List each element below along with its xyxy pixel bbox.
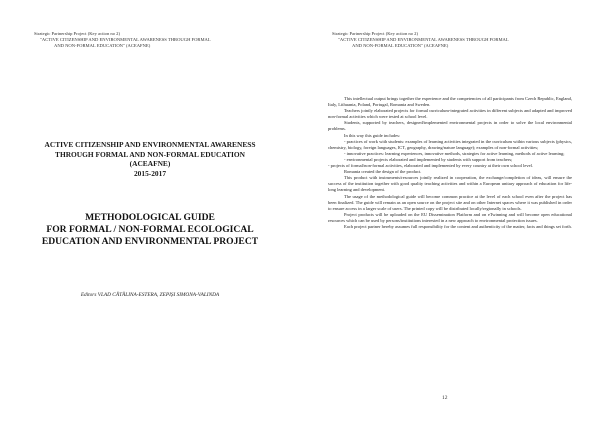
- page-header: [34, 31, 264, 49]
- header-line: Strategic Partnership Project (Key action no 2): [332, 31, 418, 36]
- paragraph: This product with instruments/resources jointly realized in cooperation, the exchange/completion of ideas, will ensure the success of the institution together with good quality teaching activities and within a European unitary approach of education for life-long learning and development.: [328, 175, 572, 193]
- list-item: - innovative practices: learning experiences, innovative methods, strategies for active learning, methods of active learning;: [344, 150, 565, 156]
- paragraph: The usage of the methodological guide will become common practice at the level of each school even after the project has been finalized. The guide will remain as an open source on the project site and on other Internet spaces where it was published in order to ensure access in a larger scale of users. The printed copy will be distributed locally/regionally in schools.: [328, 193, 572, 211]
- guide-title: [18, 212, 282, 248]
- paragraph: This intellectual output brings together the experience and the competencies of all participants from Czech Republic, England, Italy, Lithuania, Poland, Portugal, Romania and Sweden.: [328, 96, 572, 108]
- paragraph: Teachers jointly elaborated projects for formal curriculum-integrated activities in different subjects and adapted and improved non-formal activities which were tested at school level.: [328, 108, 572, 120]
- header-line: Strategic Partnership Project (Key action no 2): [34, 31, 120, 36]
- right-page: [300, 0, 600, 424]
- project-years: 2015-2017: [133, 168, 167, 178]
- paragraph: Each project partner hereby assumes full responsibility for the content and authenticity of the matter, facts and things set forth.: [344, 223, 572, 229]
- body-text: [328, 96, 572, 230]
- paragraph: Project products will be uploaded on the EU Dissemination Platform and on eTwinning and will become open educational resources which can be used by persons/institutions interested in a new approach to environmental protection issues.: [328, 211, 572, 223]
- guide-title-line: FOR FORMAL / NON-FORMAL ECOLOGICAL: [46, 224, 254, 235]
- list-item: - practices of work with students: examples of learning activities integrated in the curriculum within various subjects (physics, chemistry, biology, foreign languages, ICT, geography, drawing/nature language); examples of non-formal activities;: [328, 138, 572, 150]
- page-header: [332, 31, 572, 49]
- editors-line: Editors VLAD CĂTĂLINA-ESTERA, ZEPIȘI SIMONA-VALINDA: [80, 292, 220, 298]
- header-line: "ACTIVE CITIZENSHIP AND ENVIRONMENTAL AWARENESS THROUGH FORMAL: [40, 37, 211, 42]
- paragraph: In this way this guide includes:: [344, 132, 401, 138]
- project-title-line: (ACEAFNE): [129, 159, 171, 169]
- page-number: 12: [442, 395, 448, 401]
- guide-title-line: EDUCATION AND ENVIRONMENTAL PROJECT: [41, 236, 259, 247]
- list-item: - projects of formal/non-formal activities, elaborated and implemented by every country at their own school level.: [328, 163, 534, 169]
- header-line: "ACTIVE CITIZENSHIP AND ENVIRONMENTAL AWARENESS THROUGH FORMAL: [338, 37, 509, 42]
- project-title-line: ACTIVE CITIZENSHIP AND ENVIRONMENTAL AWARENESS: [44, 140, 256, 149]
- header-line: AND NON-FORMAL EDUCATION" (ACEAFNE): [352, 43, 449, 48]
- paragraph: Students, supported by teachers, designed/implemented environmental projects in order to solve the local environmental problems.: [328, 120, 572, 132]
- list-item: - environmental projects elaborated and implemented by students with support from teachers;: [344, 156, 513, 162]
- paragraph: Romania created the design of the product.: [344, 169, 422, 175]
- project-title-line: THROUGH FORMAL AND NON-FORMAL EDUCATION: [55, 149, 245, 159]
- guide-title-line: METHODOLOGICAL GUIDE: [85, 212, 215, 223]
- header-line: AND NON-FORMAL EDUCATION" (ACEAFNE): [54, 43, 151, 48]
- project-title: [18, 140, 282, 178]
